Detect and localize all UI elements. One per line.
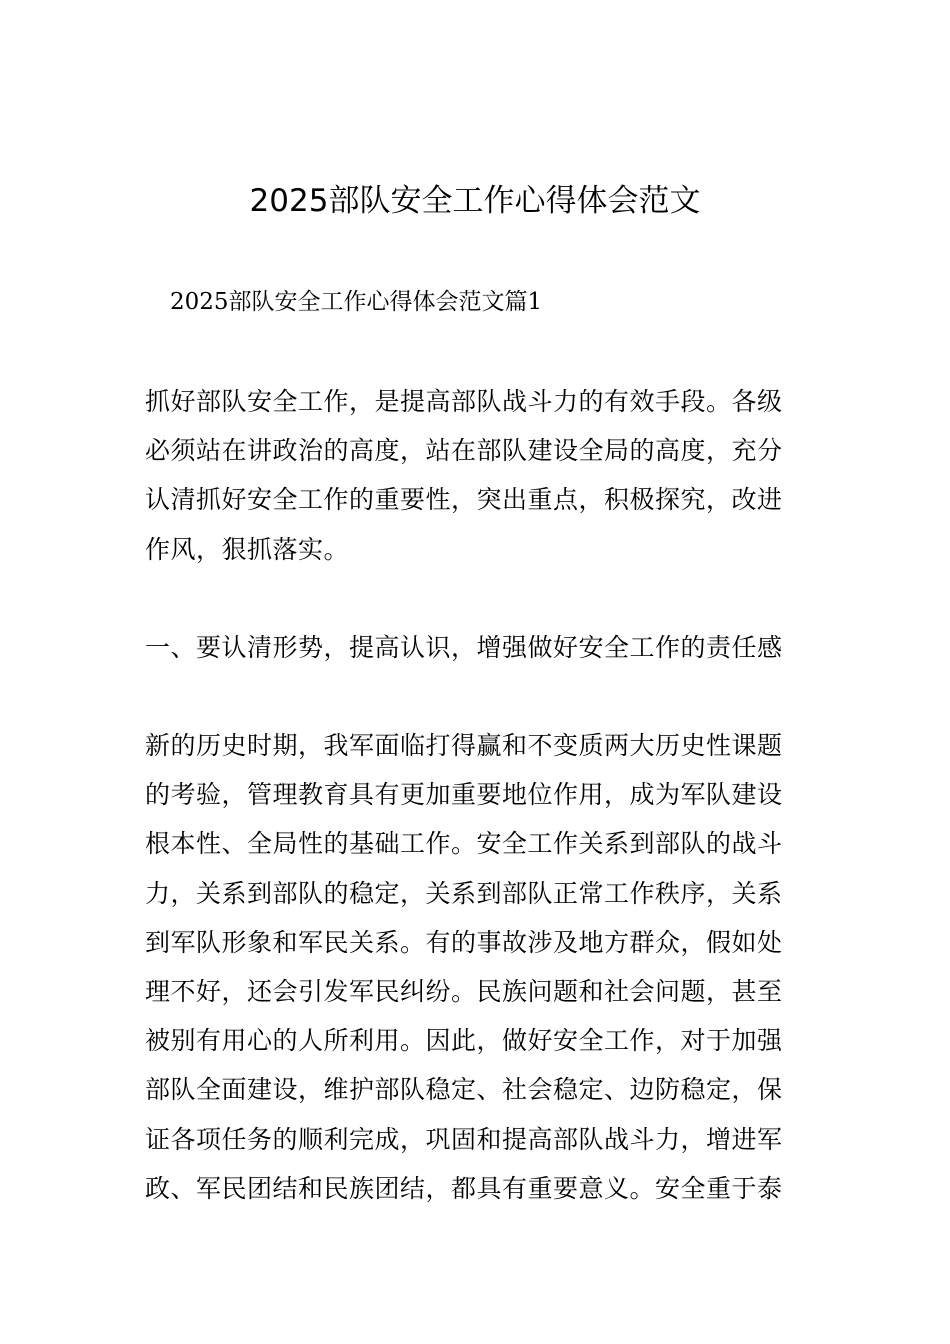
paragraph-line: 必须站在讲政治的高度，站在部队建设全局的高度，充分	[145, 436, 783, 466]
document-title: 2025部队安全工作心得体会范文	[249, 183, 701, 219]
paragraph-line: 认清抓好安全工作的重要性，突出重点，积极探究，改进	[145, 485, 783, 515]
paragraph-line: 政、军民团结和民族团结，都具有重要意义。安全重于泰	[145, 1173, 783, 1203]
paragraph-1	[145, 377, 810, 574]
section-heading-1	[145, 623, 810, 672]
paragraph-line: 证各项任务的顺利完成，巩固和提高部队战斗力，增进军	[145, 1124, 783, 1154]
paragraph-line: 的考验，管理教育具有更加重要地位作用，成为军队建设	[145, 780, 783, 810]
paragraph-line: 新的历史时期，我军面临打得赢和不变质两大历史性课题	[145, 731, 783, 760]
paragraph-line: 部队全面建设，维护部队稳定、社会稳定、边防稳定，保	[145, 1075, 783, 1105]
paragraph-line: 作风，狠抓落实。	[145, 534, 350, 564]
paragraph-line: 根本性、全局性的基础工作。安全工作关系到部队的战斗	[145, 829, 783, 859]
paragraph-line: 被别有用心的人所利用。因此，做好安全工作，对于加强	[145, 1026, 783, 1056]
document-subtitle: 2025部队安全工作心得体会范文篇1	[170, 289, 543, 315]
paragraph-line: 到军队形象和军民关系。有的事故涉及地方群众，假如处	[145, 927, 783, 957]
paragraph-line: 理不好，还会引发军民纠纷。民族问题和社会问题，甚至	[145, 977, 783, 1007]
paragraph-2	[145, 721, 810, 1213]
paragraph-line: 力，关系到部队的稳定，关系到部队正常工作秩序，关系	[145, 878, 783, 908]
paragraph-line: 抓好部队安全工作，是提高部队战斗力的有效手段。各级	[145, 387, 783, 416]
section-heading-text: 一、要认清形势，提高认识，增强做好安全工作的责任感	[145, 633, 783, 662]
